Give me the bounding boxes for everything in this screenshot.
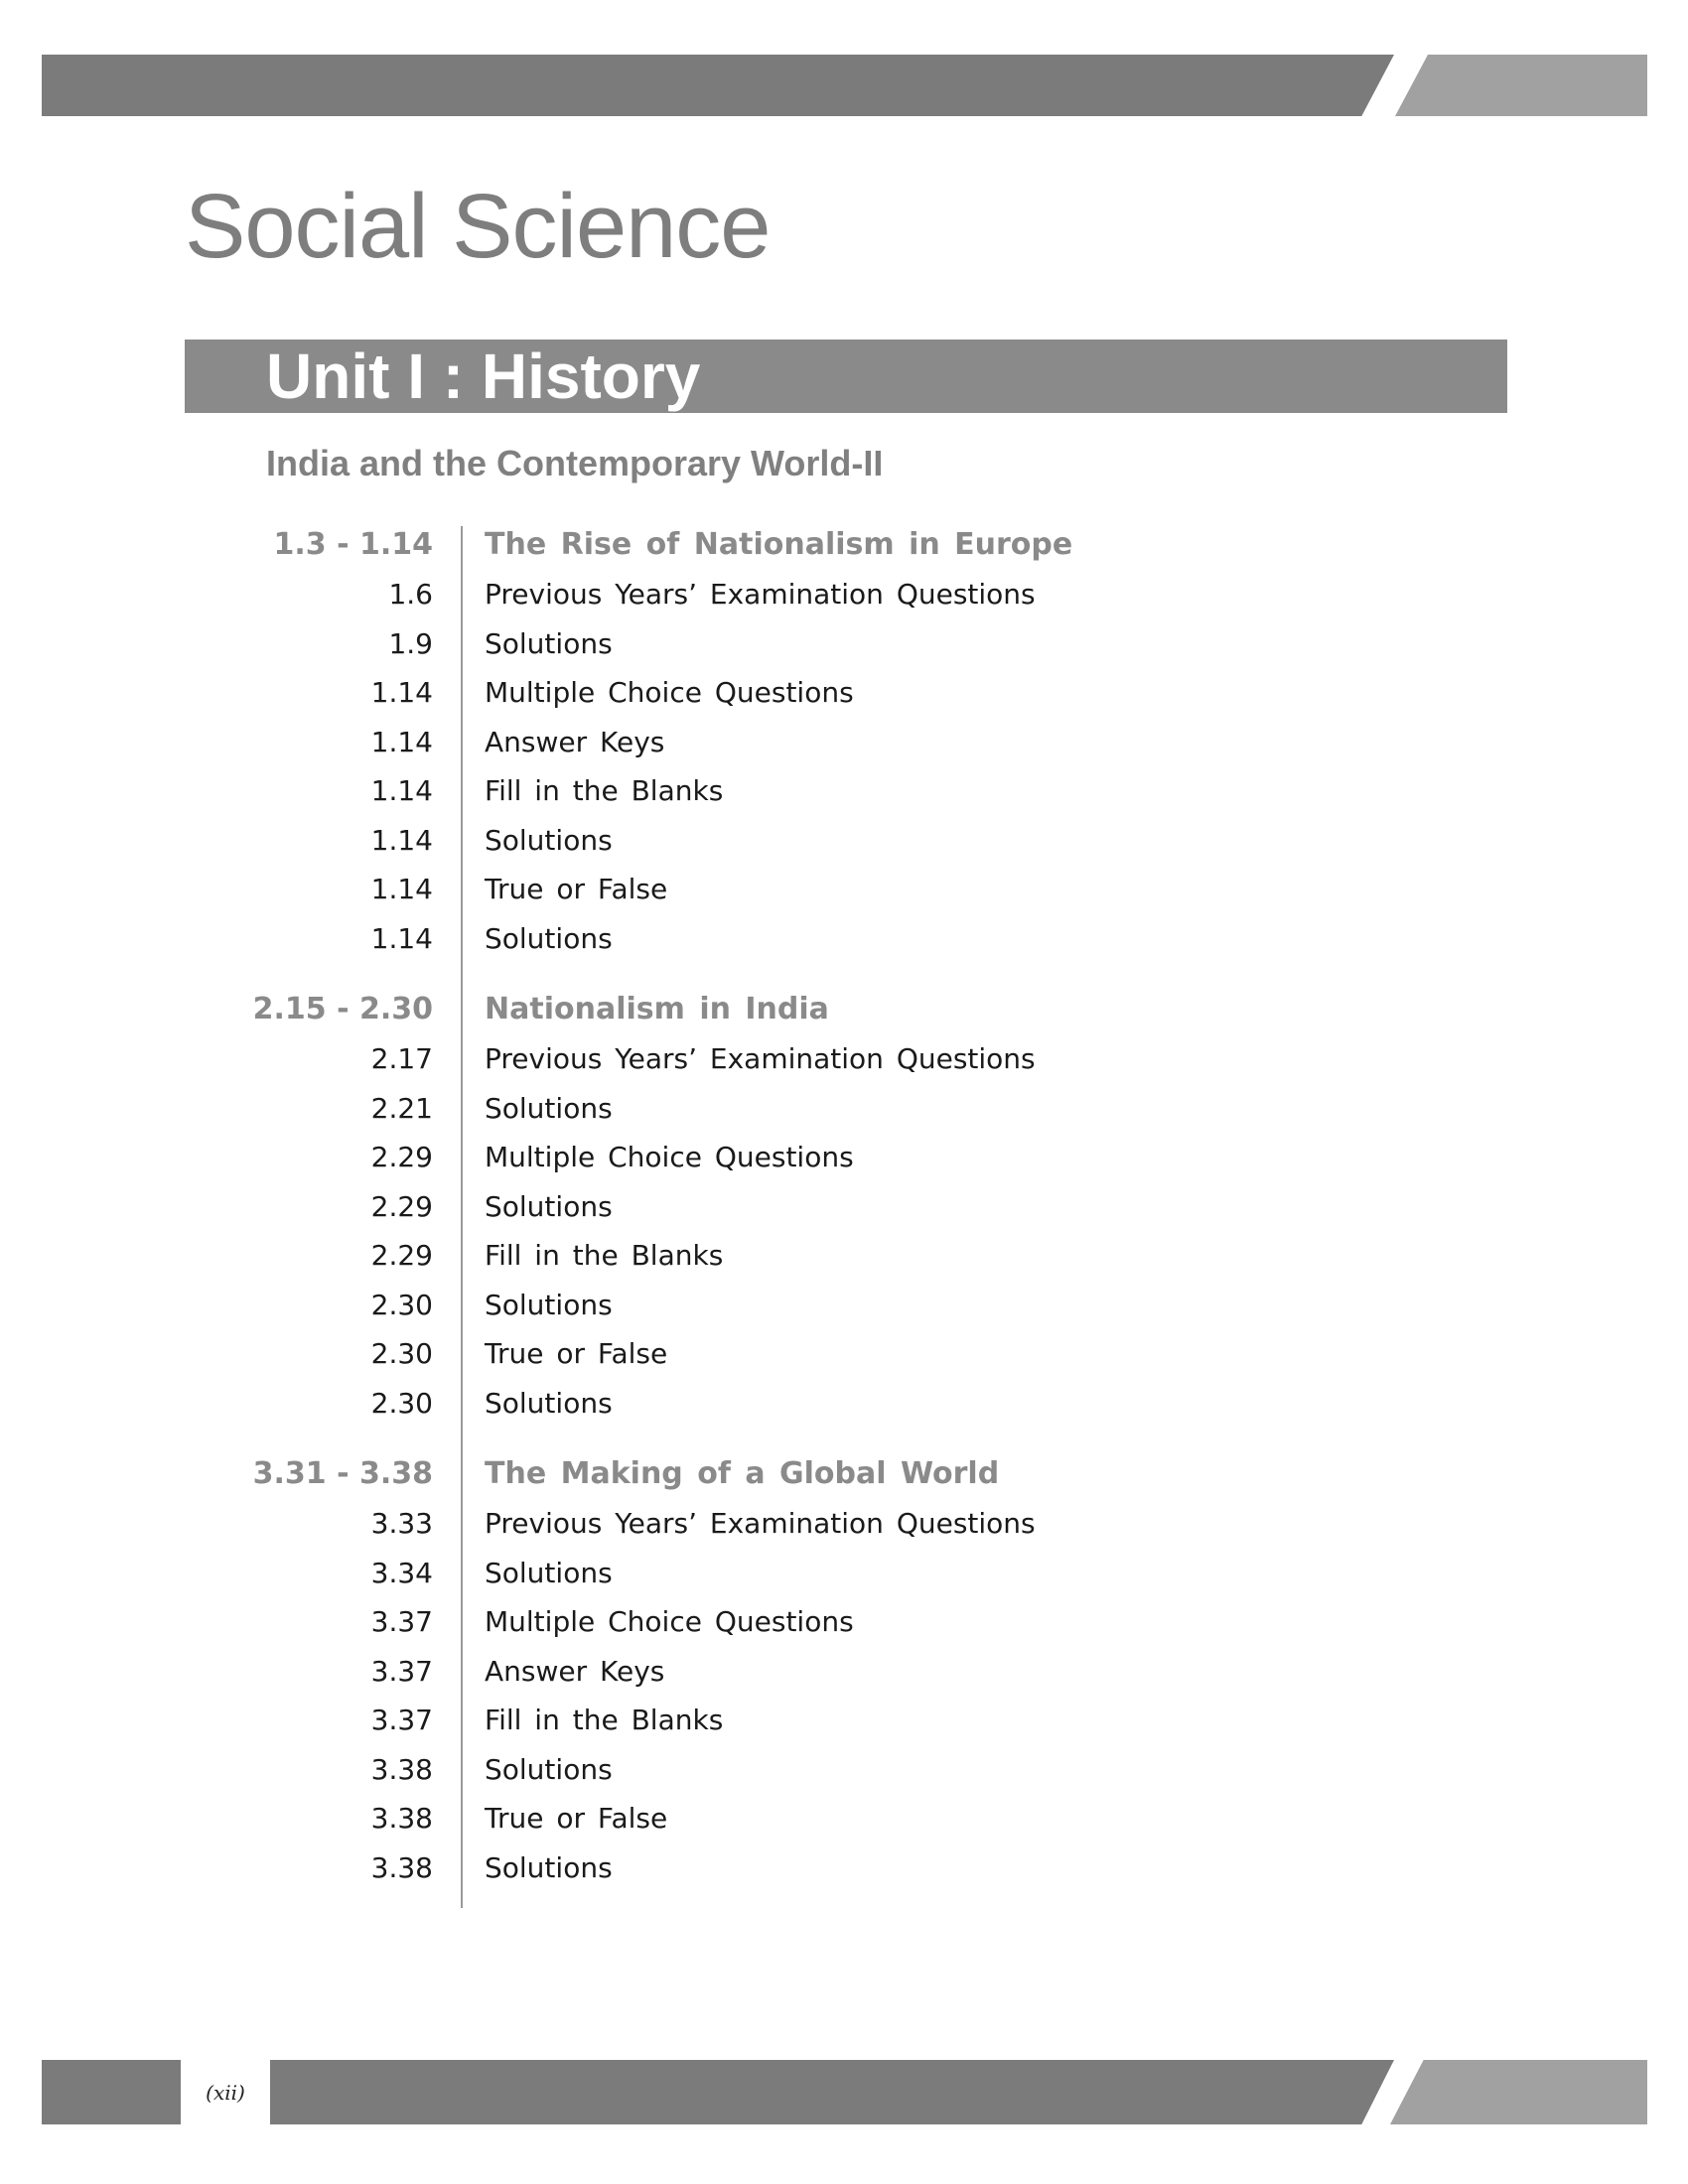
entry-label: Answer Keys — [485, 725, 665, 758]
entry-label: True or False — [485, 873, 668, 906]
toc-entry[interactable] — [185, 1647, 1078, 1697]
entry-label: Solutions — [485, 1189, 613, 1223]
entry-page: 3.38 — [370, 1752, 433, 1786]
entry-page: 2.29 — [370, 1189, 433, 1223]
chapter-heading[interactable] — [185, 518, 1078, 570]
toc-entry[interactable] — [185, 1597, 1078, 1647]
toc-entry[interactable] — [185, 619, 1078, 669]
chapter-title: The Rise of Nationalism in Europe — [485, 526, 1073, 562]
entry-page: 1.14 — [370, 725, 433, 758]
entry-label: Solutions — [485, 1386, 613, 1420]
entry-page: 3.37 — [370, 1654, 433, 1688]
chapter-page-range: 1.3 - 1.14 — [273, 526, 433, 562]
chapter-page-range: 2.15 - 2.30 — [252, 991, 433, 1026]
toc-entry[interactable] — [185, 1281, 1078, 1330]
toc-entry[interactable] — [185, 1034, 1078, 1084]
entry-label: Solutions — [485, 1091, 613, 1125]
entry-label: Solutions — [485, 1752, 613, 1786]
chapter-section — [185, 518, 1078, 963]
toc-entry[interactable] — [185, 718, 1078, 767]
chapter-title: Nationalism in India — [485, 991, 829, 1026]
toc-entry[interactable] — [185, 1231, 1078, 1281]
entry-page: 1.14 — [370, 774, 433, 808]
header-band — [42, 55, 1394, 116]
chapter-heading[interactable] — [185, 1447, 1078, 1499]
entry-page: 3.38 — [370, 1850, 433, 1884]
entry-label: Fill in the Blanks — [485, 774, 724, 808]
chapter-section — [185, 1447, 1078, 1892]
entry-page: 1.14 — [370, 921, 433, 955]
entry-page: 1.9 — [388, 626, 433, 660]
entry-label: True or False — [485, 1802, 668, 1836]
entry-page: 2.21 — [370, 1091, 433, 1125]
toc-entry[interactable] — [185, 1379, 1078, 1429]
book-title: India and the Contemporary World-II — [266, 443, 884, 483]
unit-title: Unit I : History — [266, 341, 701, 412]
toc-entry[interactable] — [185, 1696, 1078, 1745]
toc-entry[interactable] — [185, 766, 1078, 816]
entry-label: Previous Years’ Examination Questions — [485, 578, 1036, 612]
entry-page: 1.6 — [388, 578, 433, 612]
toc-entry[interactable] — [185, 570, 1078, 619]
entry-label: Solutions — [485, 1288, 613, 1321]
entry-label: Multiple Choice Questions — [485, 676, 854, 710]
chapter-heading[interactable] — [185, 983, 1078, 1034]
entry-page: 3.37 — [370, 1704, 433, 1737]
subject-title: Social Science — [185, 176, 771, 277]
entry-label: True or False — [485, 1337, 668, 1371]
toc-entry[interactable] — [185, 1182, 1078, 1232]
entry-page: 1.14 — [370, 676, 433, 710]
entry-page: 1.14 — [370, 873, 433, 906]
entry-label: Fill in the Blanks — [485, 1239, 724, 1273]
toc-entry[interactable] — [185, 668, 1078, 718]
chapter-page-range: 3.31 - 3.38 — [252, 1455, 433, 1491]
toc-entry[interactable] — [185, 914, 1078, 964]
entry-page: 3.37 — [370, 1605, 433, 1639]
entry-label: Solutions — [485, 1556, 613, 1589]
entry-label: Previous Years’ Examination Questions — [485, 1042, 1036, 1076]
entry-page: 2.30 — [370, 1337, 433, 1371]
entry-page: 3.33 — [370, 1507, 433, 1541]
page-number: (xii) — [181, 2060, 270, 2124]
entry-page: 3.38 — [370, 1802, 433, 1836]
toc-entry[interactable] — [185, 1329, 1078, 1379]
toc-entry[interactable] — [185, 1745, 1078, 1795]
entry-page: 2.30 — [370, 1386, 433, 1420]
entry-page: 2.30 — [370, 1288, 433, 1321]
entry-page: 2.29 — [370, 1239, 433, 1273]
entry-label: Solutions — [485, 921, 613, 955]
toc-entry[interactable] — [185, 816, 1078, 866]
toc-entry[interactable] — [185, 1549, 1078, 1598]
entry-page: 2.29 — [370, 1141, 433, 1174]
entry-label: Fill in the Blanks — [485, 1704, 724, 1737]
toc-entry[interactable] — [185, 1794, 1078, 1843]
footer-band-accent — [1390, 2060, 1647, 2124]
entry-label: Solutions — [485, 1850, 613, 1884]
toc-entry[interactable] — [185, 865, 1078, 914]
entry-label: Solutions — [485, 626, 613, 660]
entry-page: 2.17 — [370, 1042, 433, 1076]
entry-label: Answer Keys — [485, 1654, 665, 1688]
header-band-accent — [1395, 55, 1647, 116]
entry-label: Multiple Choice Questions — [485, 1605, 854, 1639]
toc-entry[interactable] — [185, 1133, 1078, 1182]
toc-entry[interactable] — [185, 1843, 1078, 1893]
entry-page: 3.34 — [370, 1556, 433, 1589]
entry-label: Solutions — [485, 823, 613, 857]
entry-page: 1.14 — [370, 823, 433, 857]
toc-entry[interactable] — [185, 1084, 1078, 1134]
chapter-section — [185, 983, 1078, 1428]
toc-entry[interactable] — [185, 1499, 1078, 1549]
chapter-title: The Making of a Global World — [485, 1455, 1000, 1491]
table-of-contents — [185, 518, 1078, 1912]
entry-label: Multiple Choice Questions — [485, 1141, 854, 1174]
entry-label: Previous Years’ Examination Questions — [485, 1507, 1036, 1541]
